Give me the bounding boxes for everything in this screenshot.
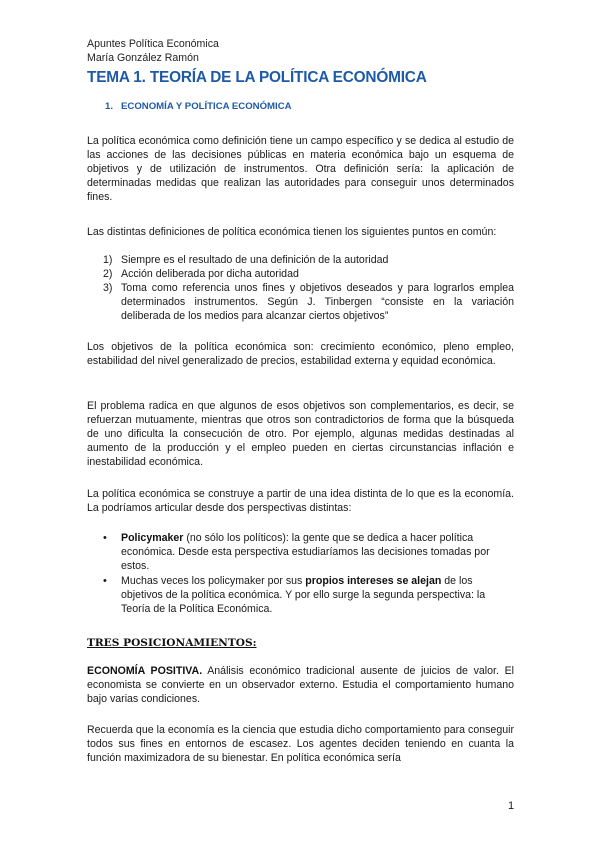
section-heading-text: ECONOMÍA Y POLÍTICA ECONÓMICA	[121, 101, 292, 112]
bullet-icon: •	[103, 532, 107, 544]
page-number: 1	[508, 800, 515, 812]
section-heading	[105, 100, 292, 114]
header-author: María González Ramón	[87, 52, 199, 64]
paragraph-definition: La política económica como definición tiene un campo específico y se dedica al estudio de las acciones de las decisiones públicas en materia económica bajo un esquema de objetivos y de utilización de instrumentos. Otra definición sería: la aplicación de determinadas medidas que realizan las autoridades para conseguir unos determinados fines.	[87, 135, 514, 203]
list-marker: 3)	[103, 282, 113, 294]
list-marker: 1)	[103, 254, 113, 266]
list-item	[87, 253, 514, 267]
bullet-icon: •	[103, 575, 107, 587]
list-item-text: Muchas veces los policymaker por sus	[121, 575, 306, 587]
numbered-list	[87, 253, 514, 323]
list-item-text: Siempre es el resultado de una definición de la autoridad	[121, 254, 389, 266]
bold-term: Policymaker	[121, 532, 184, 544]
paragraph-positive-economics	[87, 664, 514, 706]
section-number: 1.	[105, 101, 114, 112]
page-header	[87, 37, 219, 65]
paragraph-scarcity: Recuerda que la economía es la ciencia que estudia dicho comportamiento para conseguir todos sus fines en entornos de escasez. Los agentes deciden teniendo en cuanta la función maximizadora de su bienestar. En política económica sería	[87, 724, 514, 764]
section-title: TRES POSICIONAMIENTOS:	[87, 637, 257, 649]
paragraph-text: Análisis económico tradicional ausente de juicios de valor. El economista se convierte en un observador externo. Estudia el comportamiento humano bajo varias condiciones.	[87, 665, 514, 705]
bold-term: propios intereses se alejan	[305, 575, 442, 587]
list-item-text: (no sólo los políticos): la gente que se dedica a hacer política económica. Desde esta perspectiva estudiaríamos las decisiones tomadas por estos.	[121, 532, 490, 572]
paragraph-common-points: Las distintas definiciones de política económica tienen los siguientes puntos en común:	[87, 226, 497, 238]
list-item	[87, 267, 514, 281]
list-marker: 2)	[103, 268, 113, 280]
list-item-text: Acción deliberada por dicha autoridad	[121, 268, 299, 280]
list-item	[87, 281, 514, 323]
bold-term: ECONOMÍA POSITIVA.	[87, 665, 203, 677]
header-course: Apuntes Política Económica	[87, 38, 219, 50]
bullet-list	[87, 531, 514, 617]
list-item	[87, 531, 514, 573]
paragraph-problem: El problema radica en que algunos de esos objetivos son complementarios, es decir, se refuerzan mutuamente, mientras que otros son contradictorios de forma que la búsqueda de uno dificulta la consecución de otro. Por ejemplo, algunas medidas destinadas al aumento de la producción y el empleo pueden en ciertas circunstancias inflación e inestabilidad económica.	[87, 400, 514, 468]
list-item-text: de los objetivos de la política económica. Y por ello surge la segunda perspectiva: la Teoría de la Política Económica.	[121, 575, 486, 615]
paragraph-perspectives: La política económica se construye a partir de una idea distinta de lo que es la economía. La podríamos articular desde dos perspectivas distintas:	[87, 488, 514, 514]
paragraph-objectives: Los objetivos de la política económica son: crecimiento económico, pleno empleo, estabilidad del nivel generalizado de precios, estabilidad externa y equidad económica.	[87, 341, 514, 367]
chapter-title: TEMA 1. TEORÍA DE LA POLÍTICA ECONÓMICA	[87, 69, 427, 86]
list-item	[87, 574, 514, 616]
list-item-text: Toma como referencia unos fines y objetivos deseados y para lograrlos emplea determinados instrumentos. Según J. Tinbergen “consiste en la variación deliberada de los medios para alcanzar ciertos objetivos”	[121, 282, 514, 322]
